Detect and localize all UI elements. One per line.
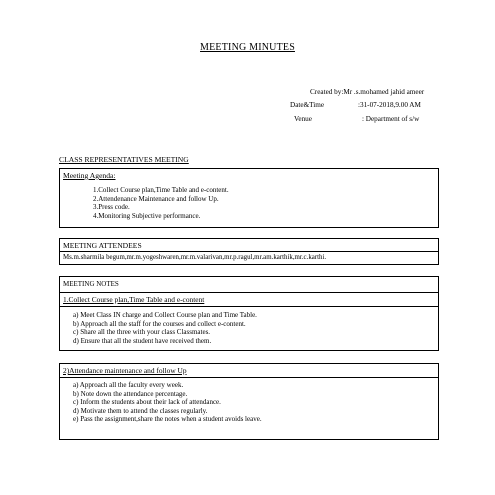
notes-topic1-item: d) Ensure that all the student have received them. bbox=[73, 336, 212, 345]
created-by: Created by:Mr .s.mohamed jahid ameer bbox=[310, 88, 425, 96]
datetime-label: Date&Time bbox=[290, 101, 325, 109]
agenda-list bbox=[93, 186, 229, 220]
venue-value: : Department of s/w bbox=[362, 115, 420, 123]
notes-topic2-list bbox=[73, 381, 262, 424]
agenda-item: 3.Press code. bbox=[93, 203, 130, 212]
notes-topic1-item: a) Meet Class IN charge and Collect Course plan and Time Table. bbox=[73, 311, 257, 319]
agenda-item: 2.Attendenance Maintenance and follow Up. bbox=[93, 194, 219, 203]
agenda-item: 4.Monitoring Subjective performance. bbox=[93, 211, 201, 220]
notes-topic1-item: b) Approach all the staff for the courses and collect e-content. bbox=[73, 319, 246, 328]
notes-topic1-item: c) Share all the three with your class Classmates. bbox=[73, 328, 211, 337]
notes-topic1-heading: 1.Collect Course plan,Time Table and e-content bbox=[60, 293, 438, 307]
notes-topic2-heading: 2)Attendance maintenance and follow Up bbox=[60, 364, 438, 378]
agenda-item: 1.Collect Course plan,Time Table and e-content. bbox=[93, 186, 229, 194]
notes-topic2-item: d) Motivate them to attend the classes regularly. bbox=[73, 406, 208, 415]
notes-topic2-box bbox=[59, 363, 439, 440]
agenda-heading: Meeting Agenda: bbox=[63, 171, 116, 180]
attendees-names: Ms.m.sharmila begum,mr.m.yogeshwaren,mr.m.valarivan,mr.p.ragul,mr.am.karthik,mr.c.karthi. bbox=[63, 254, 327, 261]
notes-topic2-item: e) Pass the assignment,share the notes when a student avoids leave. bbox=[73, 415, 262, 424]
venue-label: Venue bbox=[294, 115, 312, 123]
datetime-value: :31-07-2018,9.00 AM bbox=[358, 101, 421, 109]
notes-topic2-item: a) Approach all the faculty every week. bbox=[73, 381, 184, 389]
meeting-name: CLASS REPRESENTATIVES MEETING bbox=[59, 155, 189, 164]
attendees-heading: MEETING ATTENDEES bbox=[60, 239, 438, 252]
attendees-box bbox=[59, 238, 439, 265]
agenda-box bbox=[59, 168, 439, 228]
notes-topic1-list bbox=[73, 311, 257, 345]
page-title: MEETING MINUTES bbox=[200, 42, 295, 53]
notes-box bbox=[59, 276, 439, 351]
notes-topic2-item: c) Inform the students about their lack of attendance. bbox=[73, 398, 221, 407]
notes-topic2-item: b) Note down the attendance percentage. bbox=[73, 389, 188, 398]
notes-heading: MEETING NOTES bbox=[60, 277, 438, 293]
